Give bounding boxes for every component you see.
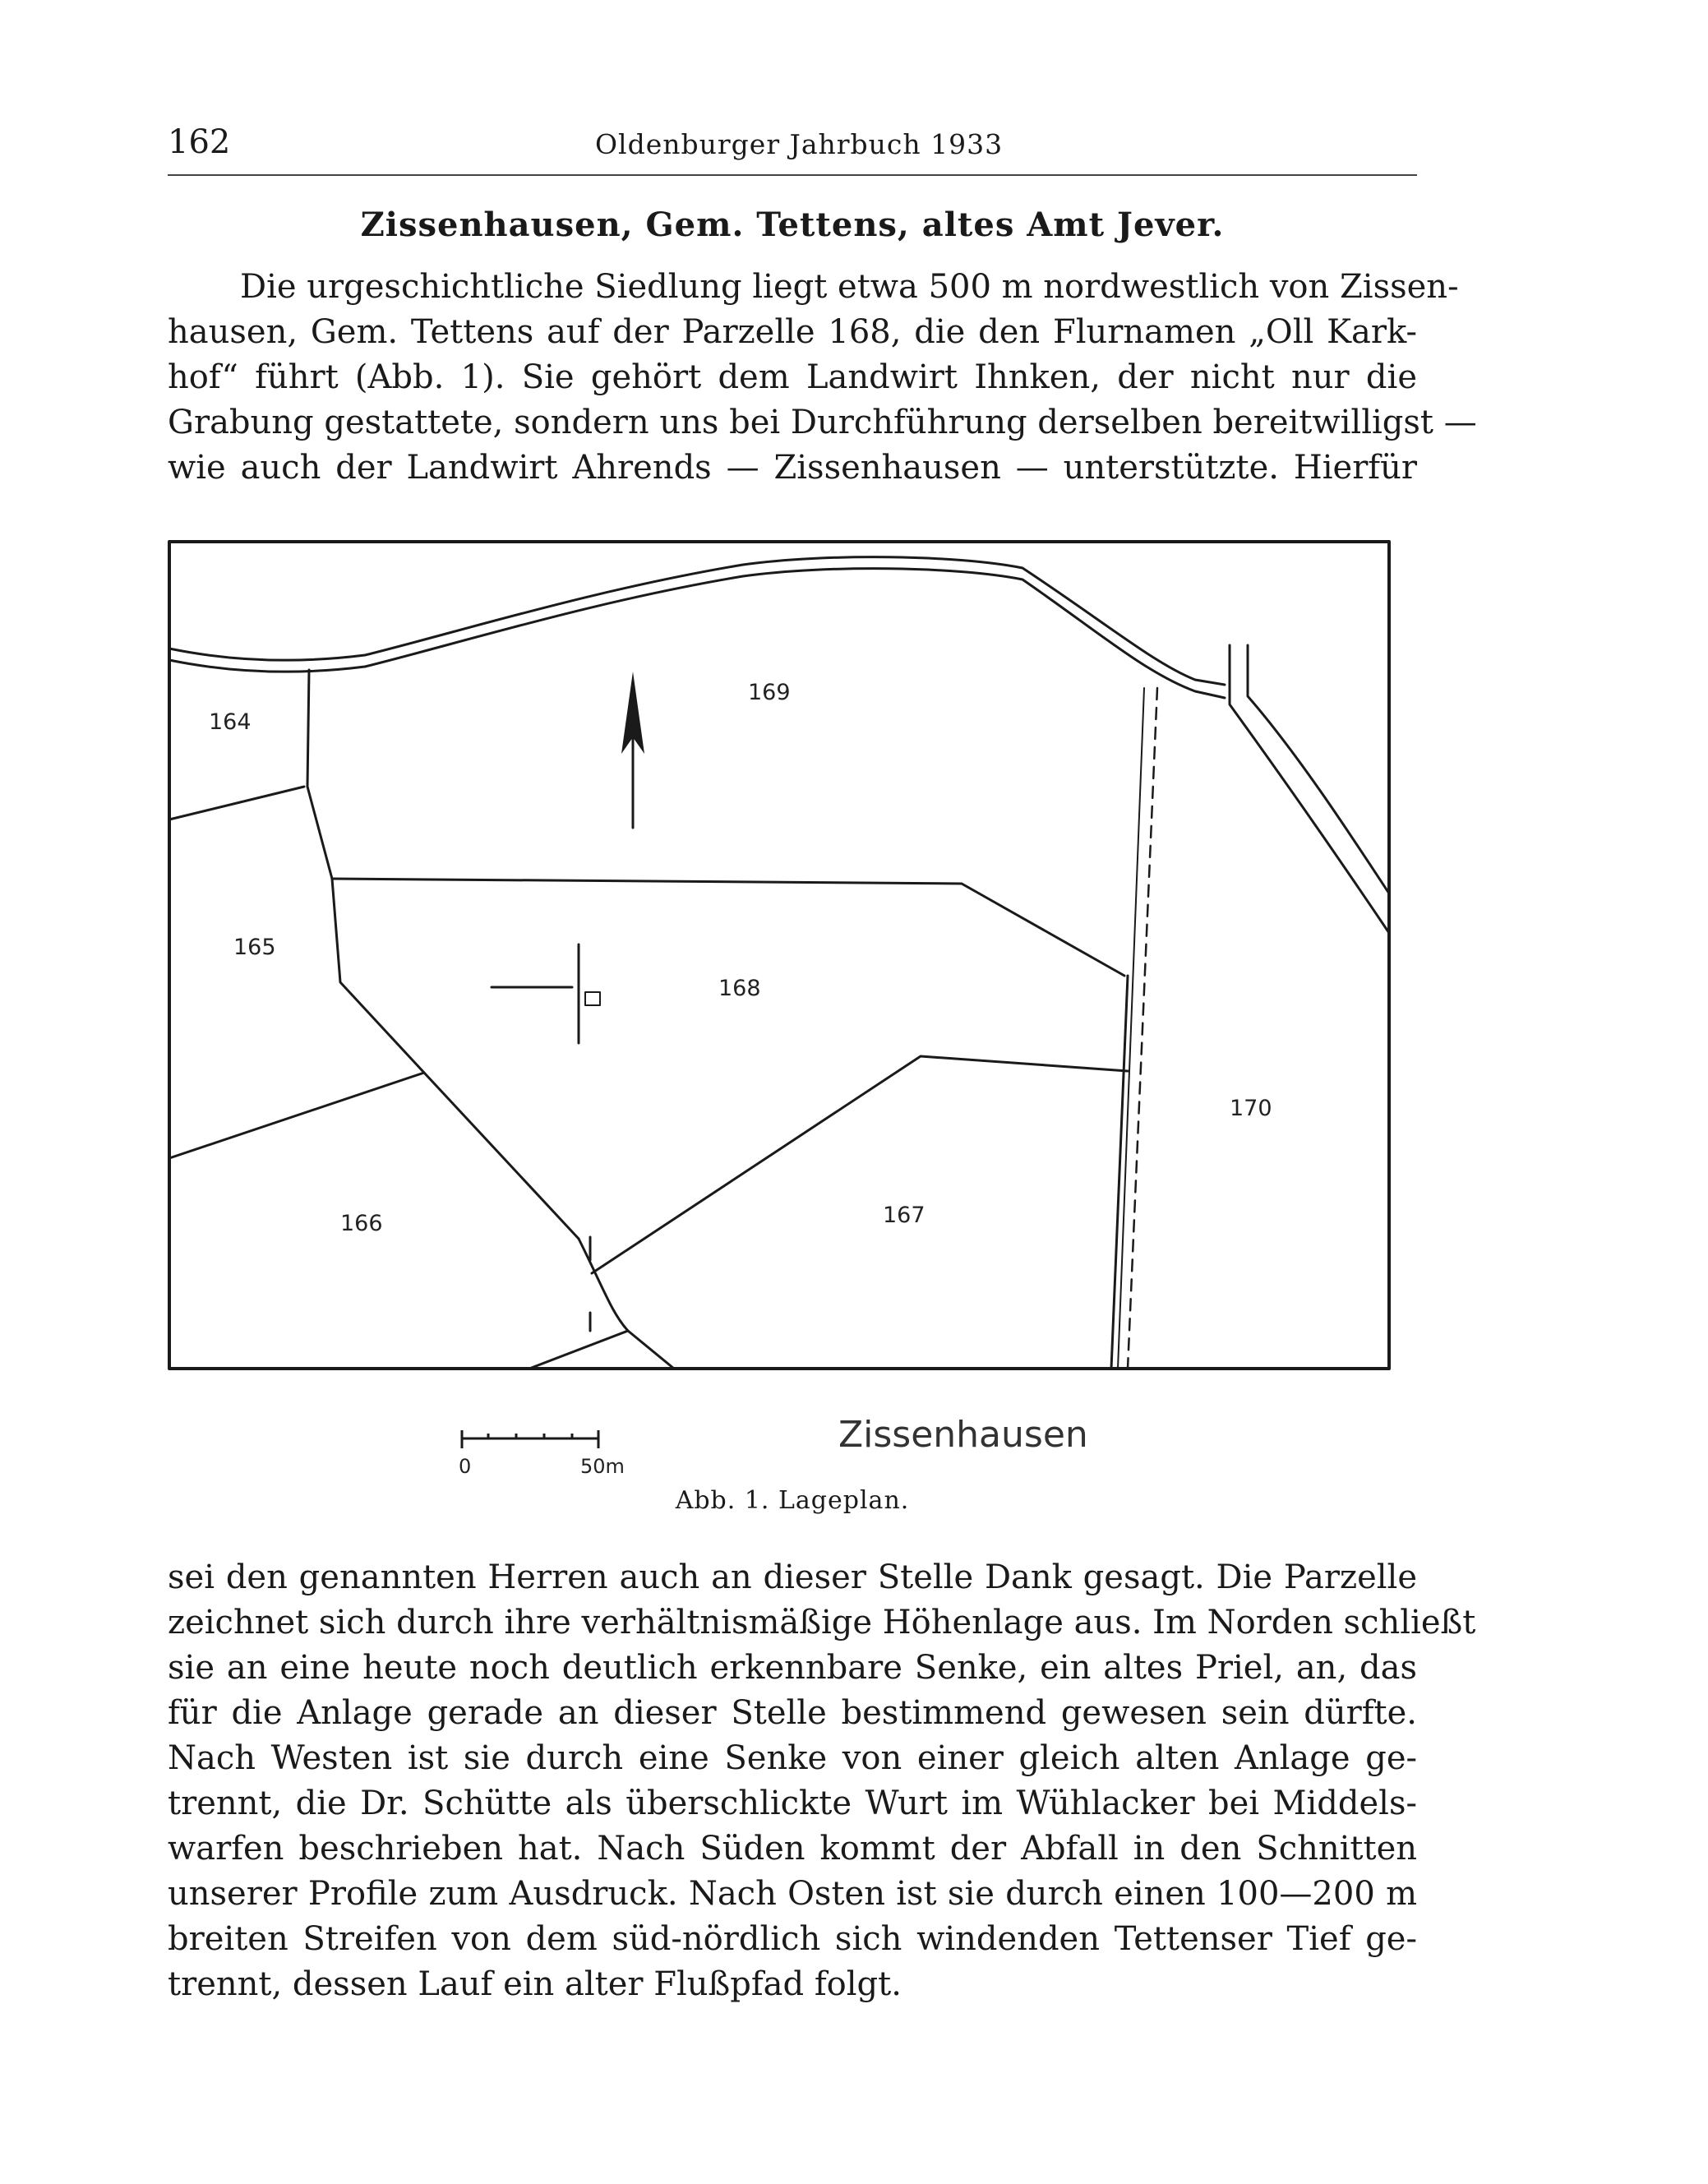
boundary-164-165 <box>169 787 304 820</box>
parcel-label-165: 165 <box>233 935 276 960</box>
text-line: unserer Profile zum Ausdruck. Nach Osten ist sie durch einen 100—200 m <box>168 1875 1417 1913</box>
boundary-164-169 <box>307 670 332 879</box>
parcel-label-169: 169 <box>748 680 791 705</box>
text-line: Die urgeschichtliche Siedlung liegt etwa 500 m nordwestlich von Zissen- <box>240 268 1459 306</box>
boundary-south-a <box>529 1331 674 1369</box>
figure-caption: Abb. 1. Lageplan. <box>675 1486 910 1515</box>
text-line: Grabung gestattete, sondern uns bei Durchführung derselben bereitwilligst — <box>168 404 1477 441</box>
site-plan-map <box>168 540 1391 1370</box>
boundary-165-166 <box>169 1073 424 1158</box>
parcel-label-170: 170 <box>1230 1096 1272 1121</box>
dashed-track-east <box>1128 688 1157 1369</box>
boundary-168-west <box>332 879 579 1239</box>
text-line: trennt, die Dr. Schütte als überschlickte Wurt im Wühlacker bei Middels- <box>168 1785 1417 1822</box>
text-line: sie an eine heute noch deutlich erkennbare Senke, ein altes Priel, an, das <box>168 1649 1417 1687</box>
paragraph-2 <box>168 1555 1476 2007</box>
page-number: 162 <box>168 123 231 161</box>
map-border <box>169 542 1389 1369</box>
header-rule <box>168 174 1417 176</box>
boundary-south-b <box>579 1239 628 1331</box>
text-line: für die Anlage gerade an dieser Stelle bestimmend gewesen sein dürfte. <box>168 1694 1417 1732</box>
parcel-label-168: 168 <box>718 976 761 1001</box>
dashed-track-west <box>1118 688 1144 1369</box>
parcel-label-166: 166 <box>340 1211 383 1236</box>
road-east-west-edge <box>1230 645 1389 933</box>
road-east-east-edge <box>1248 645 1389 893</box>
text-line: sei den genannten Herren auch an dieser Stelle Dank gesagt. Die Parzelle <box>168 1558 1417 1596</box>
boundary-169-168 <box>332 879 1124 976</box>
section-title: Zissenhausen, Gem. Tettens, altes Amt Jever. <box>360 205 1225 244</box>
excavation-marker <box>585 992 600 1005</box>
text-line: breiten Streifen von dem süd-nördlich sich windenden Tettenser Tief ge- <box>168 1920 1417 1958</box>
road-north-inner <box>169 569 1225 698</box>
parcel-label-167: 167 <box>883 1203 926 1228</box>
text-line: Nach Westen ist sie durch eine Senke von einer gleich alten Anlage ge- <box>168 1739 1417 1777</box>
map-drawing <box>168 540 1391 1370</box>
scale-label-end: 50m <box>580 1455 625 1478</box>
text-line: hausen, Gem. Tettens auf der Parzelle 168, die den Flurnamen „Oll Kark- <box>168 313 1417 351</box>
parcel-label-164: 164 <box>209 709 252 735</box>
place-name: Zissenhausen <box>838 1414 1088 1456</box>
text-line: warfen beschrieben hat. Nach Süden kommt der Abfall in den Schnitten <box>168 1830 1417 1868</box>
scale-label-start: 0 <box>459 1455 472 1478</box>
text-line: wie auch der Landwirt Ahrends — Zissenhausen — unterstützte. Hierfür <box>168 449 1417 487</box>
boundary-168-167 <box>592 1056 1128 1273</box>
text-line: hof“ führt (Abb. 1). Sie gehört dem Landwirt Ihnken, der nicht nur die <box>168 358 1417 396</box>
text-line: trennt, dessen Lauf ein alter Flußpfad folgt. <box>168 1965 902 2003</box>
road-north-outer <box>169 557 1225 685</box>
running-head: Oldenburger Jahrbuch 1933 <box>595 128 1004 160</box>
paragraph-1 <box>168 265 1477 491</box>
page-header <box>168 123 1417 173</box>
text-line: zeichnet sich durch ihre verhältnismäßige Höhenlage aus. Im Norden schließt <box>168 1604 1476 1641</box>
